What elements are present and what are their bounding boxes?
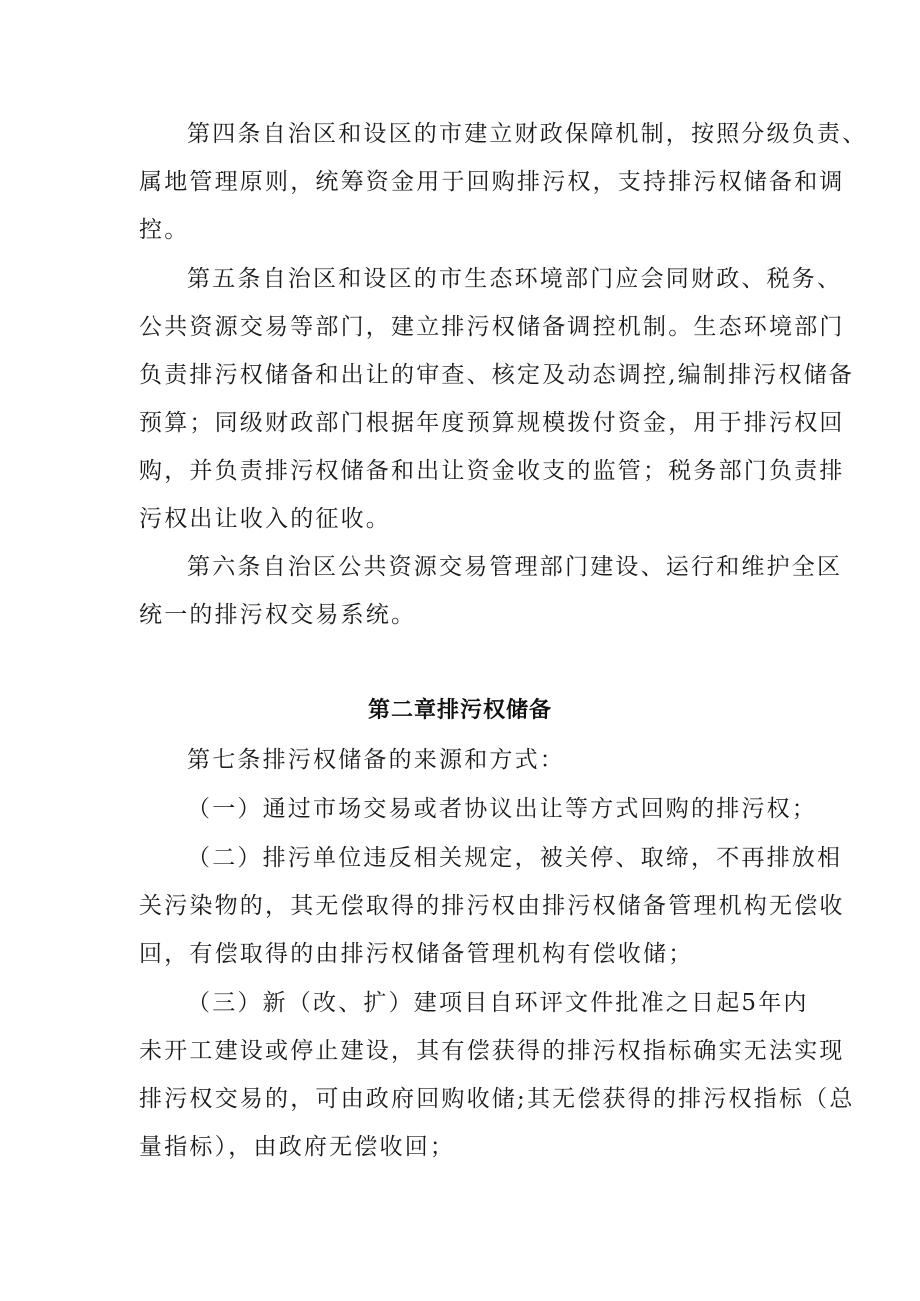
item-3-line-3: 排污权交易的，可由政府回购收储;其无偿获得的排污权指标（总	[139, 1086, 855, 1112]
article-4-line-1: 第四条自治区和设区的市建立财政保障机制，按照分级负责、	[187, 121, 868, 147]
article-5-line-5: 购，并负责排污权储备和出让资金收支的监管；税务部门负责排	[139, 458, 845, 484]
item-2-line-3: 回，有偿取得的由排污权储备管理机构有偿收储；	[139, 941, 694, 967]
article-5-line-4: 预算；同级财政部门根据年度预算规模拨付资金，用于排污权回	[139, 410, 845, 436]
item-2-line-1: （二）排污单位违反相关规定，被关停、取缔，不再排放相	[187, 845, 843, 871]
article-5-line-3: 负责排污权储备和出让的审查、核定及动态调控,编制排污权储备	[139, 362, 855, 388]
article-4-line-2: 属地管理原则，统筹资金用于回购排污权，支持排污权储备和调	[139, 169, 845, 195]
chapter-2-title: 第二章排污权储备	[367, 698, 552, 723]
item-3-line-2: 未开工建设或停止建设，其有偿获得的排污权指标确实无法实现	[139, 1038, 845, 1064]
article-6-line-2: 统一的排污权交易系统。	[139, 602, 417, 628]
article-5-line-6: 污权出让收入的征收。	[139, 506, 391, 532]
article-5-line-2: 公共资源交易等部门，建立排污权储备调控机制。生态环境部门	[139, 314, 845, 340]
article-6-line-1: 第六条自治区公共资源交易管理部门建设、运行和维护全区	[187, 554, 843, 580]
article-5-line-1: 第五条自治区和设区的市生态环境部门应会同财政、税务、	[187, 266, 843, 292]
item-1-line-1: （一）通过市场交易或者协议出让等方式回购的排污权；	[187, 796, 817, 822]
article-7-intro: 第七条排污权储备的来源和方式：	[187, 747, 565, 773]
article-4-line-3: 控。	[139, 217, 190, 243]
item-2-line-2: 关污染物的，其无偿取得的排污权由排污权储备管理机构无偿收	[139, 893, 845, 919]
item-3-line-4: 量指标），由政府无偿收回；	[139, 1134, 456, 1160]
item-3-line-1: （三）新（改、扩）建项目自环评文件批准之日起5年内	[187, 990, 809, 1016]
